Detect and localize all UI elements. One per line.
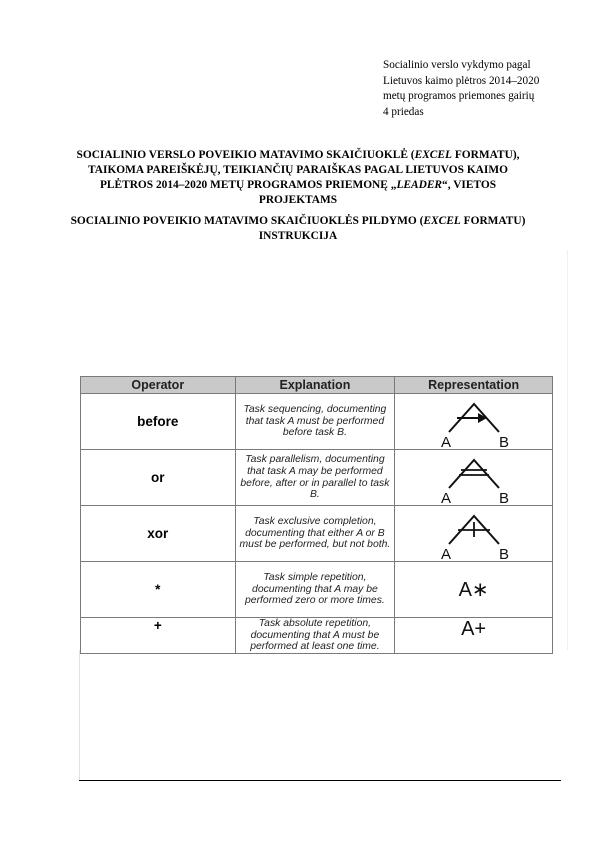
table-header-row bbox=[81, 377, 553, 394]
representation-cell bbox=[395, 394, 553, 450]
or-operator-diagram bbox=[429, 452, 519, 504]
title-text-italic: EXCEL bbox=[414, 149, 452, 161]
repetition-notation: A∗ bbox=[395, 562, 553, 618]
repetition-notation: A+ bbox=[395, 618, 553, 654]
annex-line: metų programos priemones gairių bbox=[383, 90, 535, 102]
explanation-cell: Task exclusive completion, documenting that either A or B must be performed, but not both. bbox=[235, 506, 395, 562]
title-text: SOCIALINIO VERSLO POVEIKIO MATAVIMO SKAIČIUOKLĖ ( bbox=[76, 149, 415, 161]
table-row bbox=[81, 562, 553, 618]
header-explanation: Explanation bbox=[235, 377, 395, 394]
node-b-label: B bbox=[498, 489, 509, 504]
explanation-cell: Task absolute repetition, documenting that A must be performed at least one time. bbox=[235, 618, 395, 654]
annex-line: 4 priedas bbox=[383, 105, 424, 118]
subtitle-text-italic: EXCEL bbox=[423, 215, 461, 227]
node-a-label: A bbox=[440, 545, 451, 560]
node-b-label: B bbox=[498, 433, 509, 448]
representation-cell bbox=[395, 506, 553, 562]
table-row bbox=[81, 450, 553, 506]
node-a-label: A bbox=[440, 433, 451, 448]
annex-line: Lietuvos kaimo plėtros 2014–2020 bbox=[383, 74, 540, 87]
header-operator: Operator bbox=[81, 377, 236, 394]
annex-reference bbox=[383, 58, 583, 120]
title-text: “, VIETOS PROJEKTAMS bbox=[258, 179, 497, 206]
document-subtitle bbox=[70, 214, 526, 244]
operator-cell: + bbox=[81, 618, 236, 654]
table-row bbox=[81, 506, 553, 562]
table-row bbox=[81, 394, 553, 450]
operator-cell: xor bbox=[81, 506, 236, 562]
document-title bbox=[70, 148, 526, 208]
subtitle-text: FORMATU) INSTRUKCIJA bbox=[258, 215, 526, 242]
explanation-cell: Task simple repetition, documenting that A may be performed zero or more times. bbox=[235, 562, 395, 618]
explanation-cell: Task sequencing, documenting that task A must be performed before task B. bbox=[235, 394, 395, 450]
table-row bbox=[81, 618, 553, 654]
annex-line: Socialinio verslo vykdymo pagal bbox=[383, 59, 531, 71]
figure-edge-line bbox=[79, 650, 80, 780]
title-text-italic: LEADER bbox=[396, 179, 443, 191]
operator-cell: before bbox=[81, 394, 236, 450]
node-a-label: A bbox=[440, 489, 451, 504]
bottom-rule bbox=[79, 780, 561, 781]
before-operator-diagram bbox=[429, 396, 519, 448]
operator-cell: or bbox=[81, 450, 236, 506]
operator-cell: * bbox=[81, 562, 236, 618]
subtitle-text: SOCIALINIO POVEIKIO MATAVIMO SKAIČIUOKLĖS PILDYMO ( bbox=[70, 215, 424, 227]
header-representation: Representation bbox=[395, 377, 553, 394]
xor-operator-diagram bbox=[429, 508, 519, 560]
title-text: FORMATU), TAIKOMA PAREIŠKĖJŲ, TEIKIANČIŲ PARAIŠKAS PAGAL LIETUVOS KAIMO PLĖTROS 2014–2020 METŲ PROGRAMOS PRIEMONĘ „ bbox=[88, 149, 520, 191]
operator-table bbox=[80, 376, 553, 654]
explanation-cell: Task parallelism, documenting that task A may be performed before, after or in parallel to task B. bbox=[235, 450, 395, 506]
node-b-label: B bbox=[498, 545, 509, 560]
representation-cell bbox=[395, 450, 553, 506]
